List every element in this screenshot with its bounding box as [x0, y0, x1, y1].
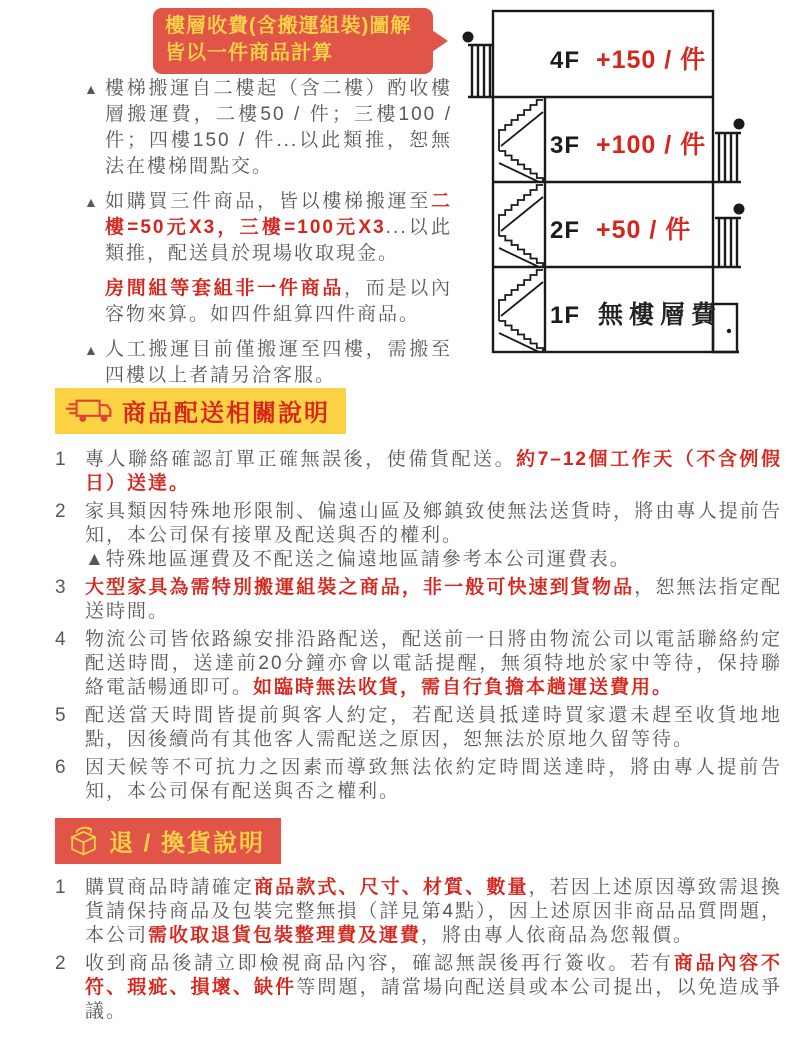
highlight-text: 約7–12個工作天（不含例假日）送達。 — [85, 449, 782, 494]
delivery-section-header — [55, 388, 346, 434]
floor-label-row — [550, 40, 706, 76]
body-text: 收到商品後請立即檢視商品內容，確認無誤後再行簽收。若有 — [85, 953, 674, 974]
body-text: 因天候等不可抗力之因素而導致無法依約定時間送達時，將由專人提前告知，本公司保有配送與否之權利。 — [85, 757, 782, 802]
list-item-text — [85, 952, 782, 1024]
returns-section-header — [55, 818, 281, 864]
list-item-number: 2 — [55, 953, 68, 974]
floor-fee-callout — [153, 8, 433, 74]
floor-fee: 無樓層費 — [598, 301, 723, 329]
floor-fee: +50 / 件 — [596, 216, 692, 244]
highlight-text: 大型家具為需特別搬運組裝之商品，非一般可快速到貨物品 — [85, 577, 635, 598]
note-text — [105, 76, 452, 180]
list-item-number: 2 — [55, 501, 68, 522]
highlight-text: 商品款式、尺寸、材質、數量 — [254, 877, 529, 898]
note-item — [84, 76, 452, 180]
building-diagram — [455, 5, 745, 360]
list-item-number: 5 — [55, 705, 68, 726]
door-knob — [727, 329, 731, 333]
list-item-text — [85, 500, 782, 572]
railing-knob — [463, 32, 474, 43]
triangle-bullet-icon — [84, 276, 105, 328]
list-item-text — [85, 704, 782, 752]
body-text: 等問題，請當場向配送員或本公司提出，以免造成爭議。 — [85, 977, 782, 1022]
list-item-number: 6 — [55, 757, 68, 778]
list-item — [55, 628, 782, 700]
list-item-text — [85, 628, 782, 700]
body-text: ，而是以內容物來算。如四件組算四件商品。 — [105, 278, 452, 325]
info-sections — [55, 388, 782, 1028]
floor-number: 1F — [550, 302, 581, 329]
body-text: 人工搬運目前僅搬運至四樓，需搬至四樓以上者請另洽客服。 — [105, 339, 452, 386]
list-item-text — [85, 448, 782, 496]
return-box-icon — [67, 824, 100, 857]
highlight-text: 商品內容不符、瑕疵、損壞、缺件 — [85, 953, 782, 998]
body-text: ...以此類推，配送員於現場收取現金。 — [105, 217, 452, 264]
callout-line2: 皆以一件商品計算 — [165, 42, 333, 64]
note-item — [84, 337, 452, 389]
body-text: 購買商品時請確定 — [85, 877, 254, 898]
highlight-text: 如臨時無法收貨，需自行負擔本趟運送費用。 — [253, 677, 674, 698]
returns-section-title: 退 / 換貨說明 — [109, 830, 266, 857]
callout-line1: 樓層收費(含搬運組裝)圖解 — [165, 15, 412, 37]
body-text: 專人聯絡確認訂單正確無誤後，使備貨配送。 — [85, 449, 517, 470]
highlight-text: 需收取退貨包裝整理費及運費 — [148, 925, 422, 946]
body-text: 物流公司皆依路線安排沿路配送，配送前一日將由物流公司以電話聯絡約定配送時間，送達前20分鐘亦會以電話提醒，無須特地於家中等待，保持聯絡電話暢通即可。 — [85, 629, 782, 698]
body-text: ，將由專人依商品為您報價。 — [421, 925, 695, 946]
floor-notes — [84, 76, 452, 398]
list-item-number: 3 — [55, 577, 68, 598]
floor-label-row — [550, 295, 722, 331]
list-item-text — [85, 576, 782, 624]
triangle-bullet-icon: ▲ — [84, 194, 100, 210]
floor-number: 3F — [550, 132, 581, 159]
list-item — [55, 704, 782, 752]
note-text — [105, 276, 452, 328]
truck-icon — [65, 396, 113, 425]
body-text: ，若因上述原因導致需退換貨請保持商品及包裝完整無損（詳見第4點），因上述原因非商品品質問題，本公司 — [85, 877, 782, 946]
highlight-text: 二樓=50元X3，三樓=100元X3 — [105, 191, 452, 238]
body-text: 如購買三件商品，皆以樓梯搬運至 — [105, 191, 431, 212]
floor-number: 4F — [550, 47, 581, 74]
list-item-text — [85, 756, 782, 804]
floor-fee: +100 / 件 — [596, 131, 707, 159]
body-text: ▲特殊地區運費及不配送之偏遠地區請參考本公司運費表。 — [85, 549, 631, 570]
list-item — [55, 576, 782, 624]
railing-knob — [734, 204, 745, 215]
triangle-bullet-icon: ▲ — [84, 81, 100, 97]
list-item — [55, 756, 782, 804]
list-item-number: 4 — [55, 629, 68, 650]
railing-knob — [734, 119, 745, 130]
floor-label-row — [550, 125, 706, 161]
floor-number: 2F — [550, 217, 581, 244]
list-item — [55, 448, 782, 496]
body-text: 配送當天時間皆提前與客人約定，若配送員抵達時買家還未趕至收貨地地點，因後續尚有其他客人需配送之原因，恕無法於原地久留等待。 — [85, 705, 782, 750]
body-text: 樓梯搬運自二樓起（含二樓）酌收樓層搬運費，二樓50 / 件；三樓100 / 件；四樓150 / 件...以此類推，恕無法在樓梯間點交。 — [105, 78, 452, 177]
list-item — [55, 876, 782, 948]
returns-list — [55, 876, 782, 1024]
triangle-bullet-icon: ▲ — [84, 342, 100, 358]
list-item — [55, 952, 782, 1024]
delivery-section-title: 商品配送相關說明 — [122, 400, 330, 427]
list-item-text — [85, 876, 782, 948]
note-item — [84, 276, 452, 328]
highlight-text: 房間組等套組非一件商品 — [105, 278, 345, 299]
floor-fee: +150 / 件 — [596, 46, 707, 74]
list-item-number: 1 — [55, 877, 68, 898]
body-text: 家具類因特殊地形限制、偏遠山區及鄉鎮致使無法送貨時，將由專人提前告知，本公司保有接單及配送與否的權利。 — [85, 501, 782, 546]
list-item — [55, 500, 782, 572]
note-text — [105, 189, 452, 267]
note-item — [84, 189, 452, 267]
list-item-number: 1 — [55, 449, 68, 470]
floor-label-row — [550, 210, 691, 246]
note-text — [105, 337, 452, 389]
delivery-list — [55, 448, 782, 804]
body-text: ，恕無法指定配送時間。 — [85, 577, 782, 622]
